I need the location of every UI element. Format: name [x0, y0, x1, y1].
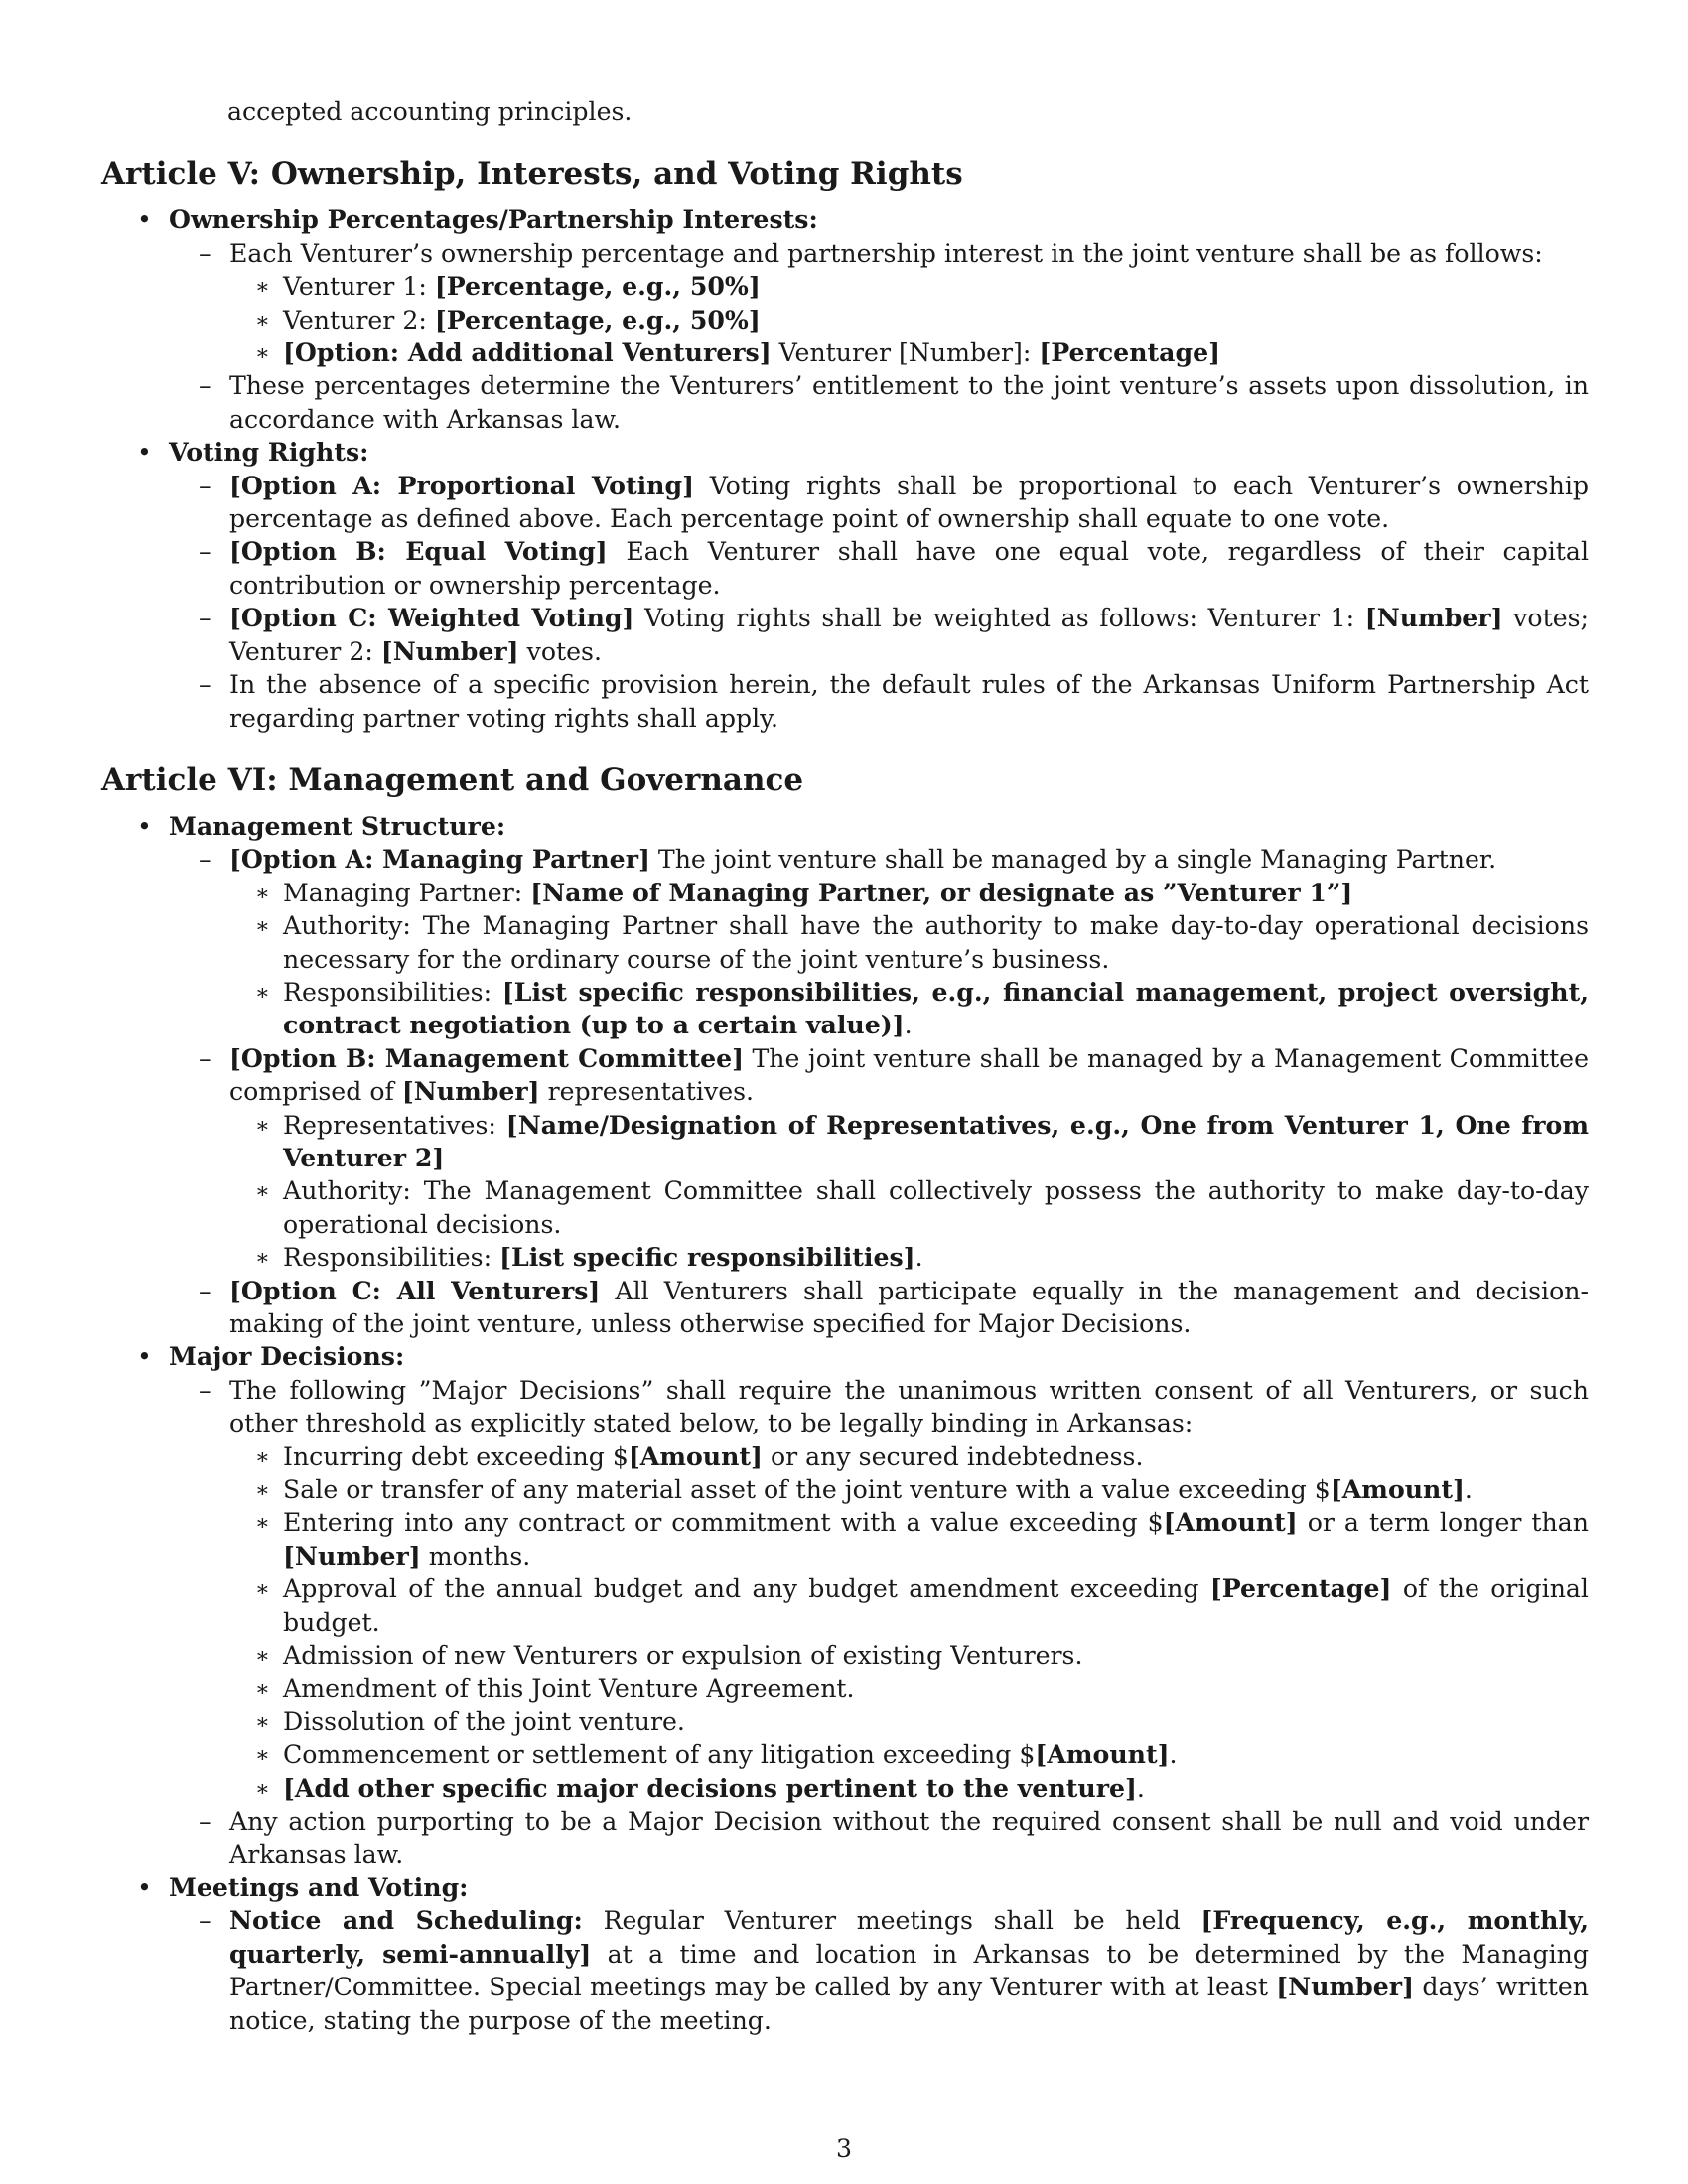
decision-budget: ∗ Approval of the annual budget and any budget amendment exceeding [Percentage] of the original budget.	[229, 1572, 1589, 1639]
voting-option-b: – [Option B: Equal Voting] Each Venturer shall have one equal vote, regardless of their capital contribution or ownership percentage.	[169, 535, 1589, 602]
ownership-item	[101, 204, 1589, 436]
venturer-1-percentage: ∗ Venturer 1: [Percentage, e.g., 50%]	[229, 270, 1589, 303]
voting-option-a: – [Option A: Proportional Voting] Voting rights shall be proportional to each Venturer’s ownership percentage as defined above. Each percentage point of ownership shall equate to one vote.	[169, 470, 1589, 536]
continuation-text: accepted accounting principles.	[227, 97, 633, 126]
article-5-heading: Article V: Ownership, Interests, and Voting Rights	[101, 156, 963, 193]
decision-amendment: ∗ Amendment of this Joint Venture Agreement.	[229, 1672, 1589, 1705]
voting-rights-heading: Voting Rights:	[169, 437, 369, 468]
committee-representatives: ∗ Representatives: [Name/Designation of Representatives, e.g., One from Venturer 1, One from Venturer 2]	[229, 1109, 1589, 1175]
voting-rights-item	[101, 436, 1589, 735]
decision-asset-sale: ∗ Sale or transfer of any material asset of the joint venture with a value exceeding $[Amount].	[229, 1473, 1589, 1506]
venturer-2-percentage: ∗ Venturer 2: [Percentage, e.g., 50%]	[229, 304, 1589, 337]
ownership-dissolution: – These percentages determine the Venturers’ entitlement to the joint venture’s assets upon dissolution, in accordance with Arkansas law.	[169, 369, 1589, 436]
article-5-list	[101, 204, 1589, 735]
meetings-notice: – Notice and Scheduling: Regular Venturer meetings shall be held [Frequency, e.g., monthly, quarterly, semi-annually] at a time and location in Arkansas to be determined by the Managing Partner/Committee. Special meetings may be called by any Venturer with at least [Number] days’ written notice, stating the purpose of the meeting.	[169, 1904, 1589, 2037]
major-decisions-intro: – The following ”Major Decisions” shall require the unanimous written consent of all Venturers, or such other threshold as explicitly stated below, to be legally binding in Arkansas: ∗ Incurring debt exceeding $[Amount] or any secured indebtedness. ∗ Sale or transfer of any material asset of the joint venture with a value exceeding $[Amount]. ∗ Entering into any contract or commitment with a value exceeding $[Amount] or a term longer than [Number] months. ∗ Approval of the annual budget and any budget amendment exceeding [Percentage] of the original budget. ∗ Admission of new Venturers or expulsion of existing Venturers. ∗ Amendment of this Joint Venture Agreement. ∗ Dissolution of the joint venture. ∗ Commencement or settlement of any litigation exceeding $[Amount]. ∗ [Add other specific major decisions pertinent to the venture].	[169, 1374, 1589, 1805]
voting-option-c: – [Option C: Weighted Voting] Voting rights shall be weighted as follows: Venturer 1: [Number] votes; Venturer 2: [Number] votes.	[169, 602, 1589, 668]
major-decisions-null-void: – Any action purporting to be a Major Decision without the required consent shall be null and void under Arkansas law.	[169, 1805, 1589, 1871]
meetings-voting-item	[101, 1871, 1589, 2037]
decision-dissolution: ∗ Dissolution of the joint venture.	[229, 1706, 1589, 1738]
management-option-c: – [Option C: All Venturers] All Venturers shall participate equally in the management and decision-making of the joint venture, unless otherwise specified for Major Decisions.	[169, 1275, 1589, 1341]
decision-other: ∗ [Add other specific major decisions pertinent to the venture].	[229, 1772, 1589, 1805]
article-6-list	[101, 810, 1589, 2037]
committee-authority: ∗ Authority: The Management Committee shall collectively possess the authority to make day-to-day operational decisions.	[229, 1174, 1589, 1241]
managing-partner-responsibilities: ∗ Responsibilities: [List specific responsibilities, e.g., financial management, project oversight, contract negotiation (up to a certain value)].	[229, 976, 1589, 1042]
committee-responsibilities: ∗ Responsibilities: [List specific responsibilities].	[229, 1241, 1589, 1274]
decision-litigation: ∗ Commencement or settlement of any litigation exceeding $[Amount].	[229, 1738, 1589, 1771]
article-6-heading: Article VI: Management and Governance	[101, 761, 804, 798]
page-number: 3	[835, 2134, 853, 2163]
management-structure-heading: Management Structure:	[169, 810, 506, 841]
management-option-a: – [Option A: Managing Partner] The joint venture shall be managed by a single Managing Partner. ∗ Managing Partner: [Name of Managing Partner, or designate as ”Venturer 1”] ∗ Authority: The Managing Partner shall have the authority to make day-to-day operational decisions necessary for the ordinary course of the joint venture’s business. ∗ Responsibilities: [List specific responsibilities, e.g., financial management, project oversight, contract negotiation (up to a certain value)].	[169, 843, 1589, 1041]
ownership-intro: – Each Venturer’s ownership percentage and partnership interest in the joint venture shall be as follows: ∗ Venturer 1: [Percentage, e.g., 50%] ∗ Venturer 2: [Percentage, e.g., 50%] ∗ [Option: Add additional Venturers] Venturer [Number]: [Percentage]	[169, 237, 1589, 370]
voting-default: – In the absence of a specific provision herein, the default rules of the Arkansas Uniform Partnership Act regarding partner voting rights shall apply.	[169, 668, 1589, 735]
major-decisions-heading: Major Decisions:	[169, 1341, 405, 1372]
managing-partner-authority: ∗ Authority: The Managing Partner shall have the authority to make day-to-day operational decisions necessary for the ordinary course of the joint venture’s business.	[229, 909, 1589, 976]
managing-partner: ∗ Managing Partner: [Name of Managing Partner, or designate as ”Venturer 1”]	[229, 877, 1589, 909]
decision-contract: ∗ Entering into any contract or commitment with a value exceeding $[Amount] or a term longer than [Number] months.	[229, 1506, 1589, 1572]
ownership-heading: Ownership Percentages/Partnership Interests:	[169, 205, 818, 235]
major-decisions-item	[101, 1340, 1589, 1871]
document-page	[101, 95, 1589, 2037]
management-structure-item	[101, 810, 1589, 1341]
additional-venturers: ∗ [Option: Add additional Venturers] Venturer [Number]: [Percentage]	[229, 337, 1589, 369]
management-option-b: – [Option B: Management Committee] The joint venture shall be managed by a Management Committee comprised of [Number] representatives. ∗ Representatives: [Name/Designation of Representatives, e.g., One from Venturer 1, One from Venturer 2] ∗ Authority: The Management Committee shall collectively possess the authority to make day-to-day operational decisions. ∗ Responsibilities: [List specific responsibilities].	[169, 1042, 1589, 1275]
decision-admission: ∗ Admission of new Venturers or expulsion of existing Venturers.	[229, 1639, 1589, 1672]
decision-debt: ∗ Incurring debt exceeding $[Amount] or any secured indebtedness.	[229, 1440, 1589, 1473]
meetings-voting-heading: Meetings and Voting:	[169, 1871, 469, 1902]
